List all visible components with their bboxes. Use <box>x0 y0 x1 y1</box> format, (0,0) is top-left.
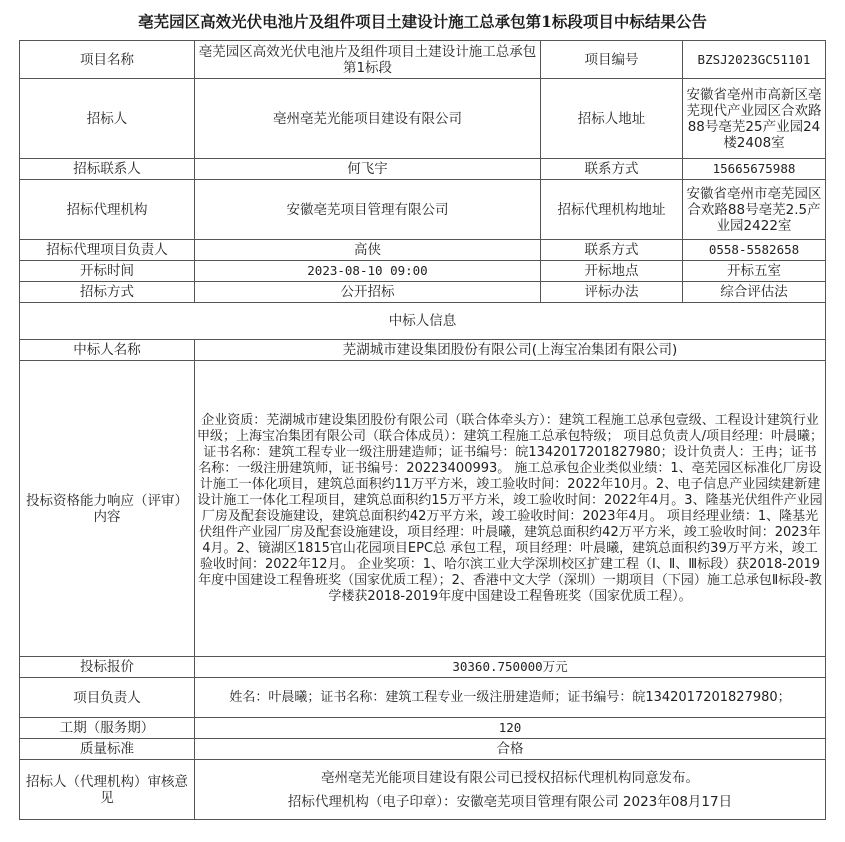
row-open-time <box>20 261 826 282</box>
winner-name-value: 芜湖城市建设集团股份有限公司(上海宝冶集团有限公司) <box>195 340 826 361</box>
agency-value: 安徽亳芜项目管理有限公司 <box>195 180 541 240</box>
eval-method-value: 综合评估法 <box>683 282 826 303</box>
bid-result-table <box>19 40 826 820</box>
agency-manager-value: 高侠 <box>195 240 541 261</box>
agency-address-label: 招标代理机构地址 <box>541 180 683 240</box>
agency-address-value: 安徽省亳州市亳芜园区合欢路88号亳芜2.5产业园2422室 <box>683 180 826 240</box>
open-place-value: 开标五室 <box>683 261 826 282</box>
pm-label: 项目负责人 <box>20 678 195 718</box>
agency-contact-label: 联系方式 <box>541 240 683 261</box>
tenderer-contact-label: 招标联系人 <box>20 159 195 180</box>
open-time-value: 2023-08-10 09:00 <box>195 261 541 282</box>
review-value <box>195 760 826 820</box>
tenderer-address-label: 招标人地址 <box>541 79 683 159</box>
contact-method-label: 联系方式 <box>541 159 683 180</box>
row-project-name <box>20 41 826 79</box>
row-tenderer <box>20 79 826 159</box>
project-code-value: BZSJ2023GC51101 <box>683 41 826 79</box>
duration-label: 工期（服务期） <box>20 718 195 739</box>
row-winner-name <box>20 340 826 361</box>
row-duration <box>20 718 826 739</box>
agency-manager-label: 招标代理项目负责人 <box>20 240 195 261</box>
row-winner-section <box>20 303 826 340</box>
row-qualification <box>20 361 826 657</box>
quality-label: 质量标准 <box>20 739 195 760</box>
pm-value: 姓名：叶晨曦；证书名称：建筑工程专业一级注册建造师；证书编号：皖1342017201827980； <box>195 678 826 718</box>
tenderer-contact-value: 何飞宇 <box>195 159 541 180</box>
tenderer-value: 亳州亳芜光能项目建设有限公司 <box>195 79 541 159</box>
page-title: 亳芜园区高效光伏电池片及组件项目土建设计施工总承包第1标段项目中标结果公告 <box>138 12 707 31</box>
winner-section-heading: 中标人信息 <box>20 303 826 340</box>
eval-method-label: 评标办法 <box>541 282 683 303</box>
open-place-label: 开标地点 <box>541 261 683 282</box>
open-time-label: 开标时间 <box>20 261 195 282</box>
project-code-label: 项目编号 <box>541 41 683 79</box>
row-agency <box>20 180 826 240</box>
winner-name-label: 中标人名称 <box>20 340 195 361</box>
row-tenderer-contact <box>20 159 826 180</box>
duration-value: 120 <box>195 718 826 739</box>
tender-method-label: 招标方式 <box>20 282 195 303</box>
contact-method-value: 15665675988 <box>683 159 826 180</box>
review-label: 招标人（代理机构）审核意见 <box>20 760 195 820</box>
quality-value: 合格 <box>195 739 826 760</box>
row-quality <box>20 739 826 760</box>
agency-contact-value: 0558-5582658 <box>683 240 826 261</box>
row-tender-method <box>20 282 826 303</box>
bid-price-value: 30360.750000万元 <box>195 657 826 678</box>
review-line-1: 亳州亳芜光能项目建设有限公司已授权招标代理机构同意发布。 <box>321 769 699 786</box>
row-bid-price <box>20 657 826 678</box>
tender-method-value: 公开招标 <box>195 282 541 303</box>
row-review <box>20 760 826 820</box>
tenderer-address-value: 安徽省亳州市高新区亳芜现代产业园区合欢路88号亳芜25产业园24楼2408室 <box>683 79 826 159</box>
project-name-label: 项目名称 <box>20 41 195 79</box>
qualification-value: 企业资质：芜湖城市建设集团股份有限公司（联合体牵头方）：建筑工程施工总承包壹级、工程设计建筑行业甲级；上海宝冶集团有限公司（联合体成员）：建筑工程施工总承包特级； 项目总负责人/项目经理：叶晨曦；证书名称：建筑工程专业一级注册建造师；证书编号：皖1342017201827980；设计负责人：王冉；证书名称：一级注册建筑师，证书编号：20223400993。 施工总承包企业类似业绩：1、亳芜园区标准化厂房设计施工一体化项目，建筑总面积约11万平方米，竣工验收时间：2022年10月。2、电子信息产业园续建新建设计施工一体化工程项目，建筑总面积约15万平方米，竣工验收时间：2022年4月。3、隆基光伏组件产业园厂房及配套设施建设，建筑总面积约42万平方米，竣工验收时间：2023年4月。 项目经理业绩：1、隆基光伏组件产业园厂房及配套设施建设，项目经理：叶晨曦，建筑总面积约42万平方米，竣工验收时间：2023年4月。2、镜湖区1815官山花园项目EPC总 承包工程，项目经理：叶晨曦，建筑总面积约39万平方米，竣工验收时间：2022年12月。 企业奖项：1、哈尔滨工业大学深圳校区扩建工程（Ⅰ、Ⅱ、Ⅲ标段）获2018-2019年度中国建设工程鲁班奖（国家优质工程）；2、香港中文大学（深圳）一期项目（下园）施工总承包Ⅱ标段-教学楼获2018-2019年度中国建设工程鲁班奖（国家优质工程）。 <box>195 361 826 657</box>
project-name-value: 亳芜园区高效光伏电池片及组件项目土建设计施工总承包第1标段 <box>195 41 541 79</box>
review-line-2: 招标代理机构（电子印章）：安徽亳芜项目管理有限公司 2023年08月17日 <box>287 793 733 810</box>
agency-label: 招标代理机构 <box>20 180 195 240</box>
row-agency-manager <box>20 240 826 261</box>
row-project-manager <box>20 678 826 718</box>
bid-price-label: 投标报价 <box>20 657 195 678</box>
tenderer-label: 招标人 <box>20 79 195 159</box>
qualification-label: 投标资格能力响应（评审）内容 <box>20 361 195 657</box>
